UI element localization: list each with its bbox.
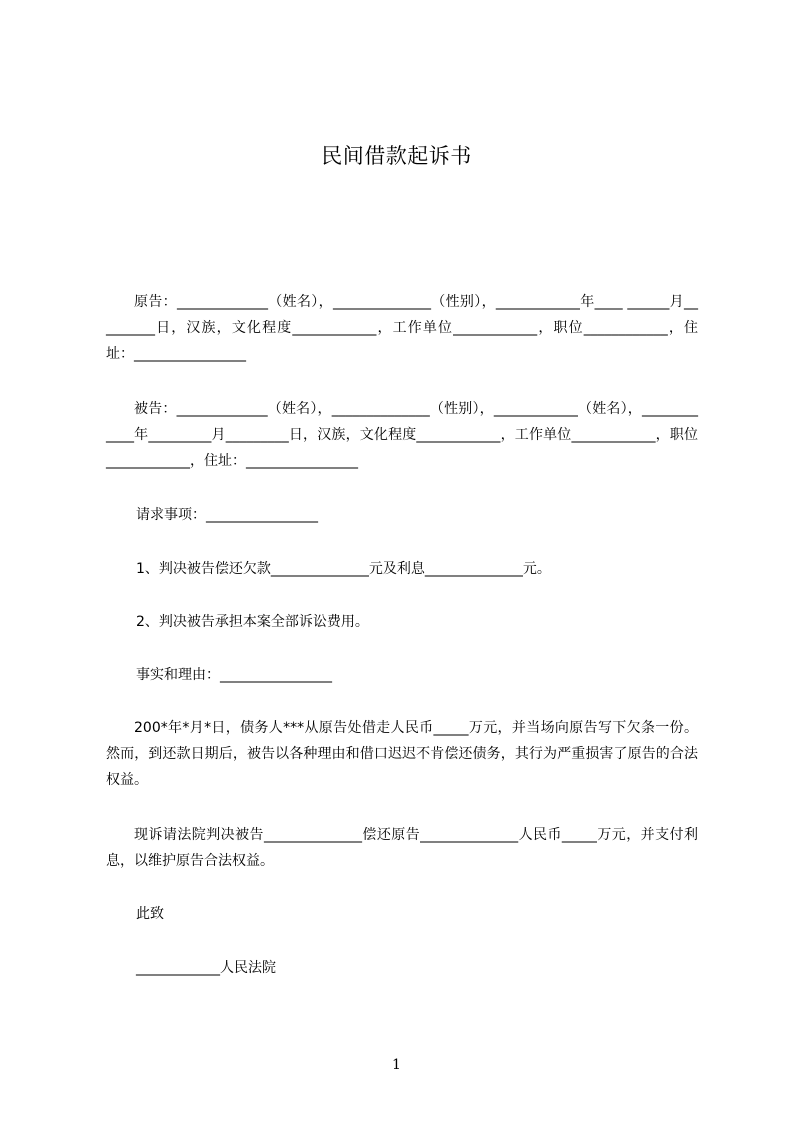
plaintiff-paragraph: 原告：_____________（姓名），______________（性别），____________年____ ______月_________日，汉族，文化程度____________，工作单位____________，职位____________，住址：________________ (106, 294, 698, 362)
closing-salutation: 此致 (136, 906, 164, 922)
facts-paragraph: 200*年*月*日，债务人***从原告处借走人民币_____万元，并当场向原告写下欠条一份。然而，到还款日期后，被告以各种理由和借口迟迟不肯偿还债务，其行为严重损害了原告的合法权益。 (106, 720, 698, 788)
facts-heading: 事实和理由：________________ (136, 667, 332, 683)
document-title: 民间借款起诉书 (321, 144, 472, 168)
claim-item-2: 2、判决被告承担本案全部诉讼费用。 (136, 614, 369, 630)
request-paragraph: 现诉请法院判决被告______________偿还原告______________人民币_____万元，并支付利息，以维护原告合法权益。 (106, 827, 698, 869)
page-number: 1 (392, 1057, 401, 1073)
claim-item-1: 1、判决被告偿还欠款______________元及利息______________元。 (136, 561, 551, 577)
court-addressee: ____________人民法院 (136, 960, 276, 976)
defendant-paragraph: 被告：_____________（姓名），______________（性别），____________（姓名），____________年_________月_________日，汉族，文化程度____________，工作单位____________，职位____________，住址：________________ (106, 401, 698, 469)
claims-heading: 请求事项：________________ (136, 507, 318, 523)
